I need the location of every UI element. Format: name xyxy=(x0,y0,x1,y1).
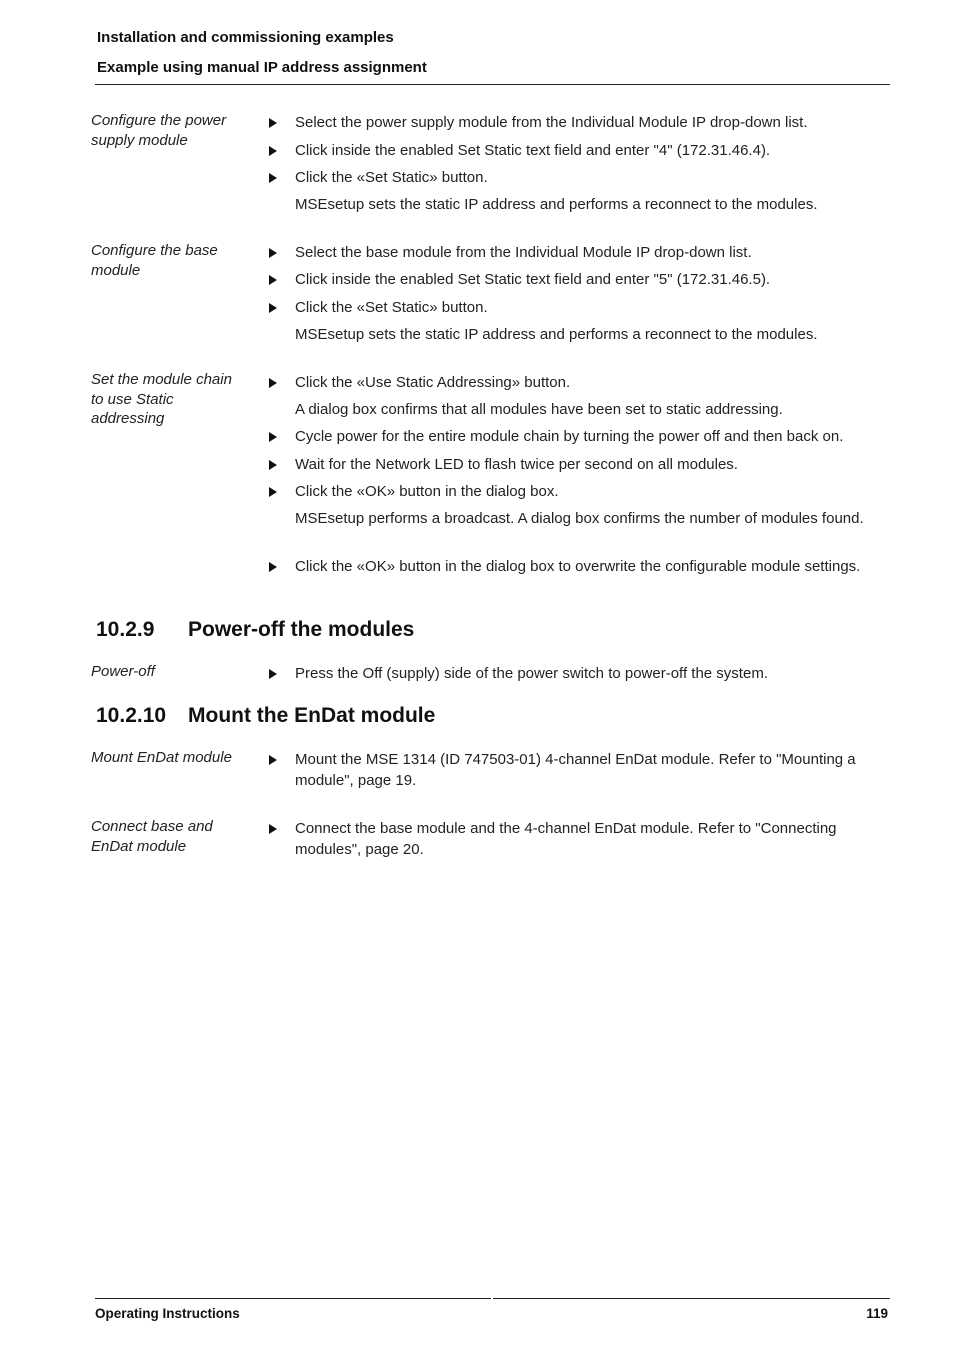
step-text: Click the «OK» button in the dialog box to overwrite the configurable module settings. xyxy=(295,558,861,575)
step-text: Press the Off (supply) side of the power switch to power-off the system. xyxy=(295,665,768,682)
step-result-text: MSEsetup performs a broadcast. A dialog box confirms the number of modules found. xyxy=(295,510,864,527)
footer-document-title: Operating Instructions xyxy=(95,1306,240,1321)
step-result-text: MSEsetup sets the static IP address and performs a reconnect to the modules. xyxy=(295,326,818,343)
bullet-triangle-icon xyxy=(269,824,277,834)
bullet-triangle-icon xyxy=(269,755,277,765)
bullet-triangle-icon xyxy=(269,275,277,285)
section-number: 10.2.9 xyxy=(96,618,155,641)
step-result-text: MSEsetup sets the static IP address and performs a reconnect to the modules. xyxy=(295,196,818,213)
bullet-triangle-icon xyxy=(269,248,277,258)
section-number: 10.2.10 xyxy=(96,704,167,727)
step-text: Wait for the Network LED to flash twice per second on all modules. xyxy=(295,456,738,473)
bullet-triangle-icon xyxy=(269,562,277,572)
step-text: Click inside the enabled Set Static text field and enter "5" (172.31.46.5). xyxy=(295,271,771,288)
step-text: Click inside the enabled Set Static text field and enter "4" (172.31.46.4). xyxy=(295,142,771,159)
margin-note-power-supply: Configure the power supply module xyxy=(91,112,227,149)
step-text: Mount the MSE 1314 (ID 747503-01) 4-channel EnDat module. Refer to "Mounting a module", page 19. xyxy=(295,751,856,789)
bullet-triangle-icon xyxy=(269,432,277,442)
step-text: Click the «Set Static» button. xyxy=(295,169,488,186)
running-header-chapter: Installation and commissioning examples xyxy=(97,29,394,46)
step-text: Cycle power for the entire module chain by turning the power off and then back on. xyxy=(295,428,844,445)
footer-divider xyxy=(493,1298,890,1299)
bullet-triangle-icon xyxy=(269,669,277,679)
margin-note-base-module: Configure the base module xyxy=(91,242,218,279)
header-divider xyxy=(95,84,890,85)
running-header-section: Example using manual IP address assignment xyxy=(97,59,427,76)
step-text: Connect the base module and the 4-channel EnDat module. Refer to "Connecting modules", page 20. xyxy=(295,820,837,858)
margin-note-connect-endat: Connect base and EnDat module xyxy=(91,818,213,855)
bullet-triangle-icon xyxy=(269,146,277,156)
margin-note-static-addressing: Set the module chain to use Static addressing xyxy=(91,371,232,427)
bullet-triangle-icon xyxy=(269,378,277,388)
section-title: Mount the EnDat module xyxy=(188,704,436,727)
page-number: 119 xyxy=(866,1306,888,1321)
bullet-triangle-icon xyxy=(269,303,277,313)
step-text: Select the base module from the Individual Module IP drop-down list. xyxy=(295,244,752,261)
step-text: Click the «Set Static» button. xyxy=(295,299,488,316)
step-result-text: A dialog box confirms that all modules have been set to static addressing. xyxy=(295,401,783,418)
step-text: Click the «Use Static Addressing» button. xyxy=(295,374,571,391)
bullet-triangle-icon xyxy=(269,173,277,183)
section-title: Power-off the modules xyxy=(188,618,415,641)
bullet-triangle-icon xyxy=(269,487,277,497)
margin-note-power-off: Power-off xyxy=(91,663,155,680)
step-text: Click the «OK» button in the dialog box. xyxy=(295,483,559,500)
footer-divider xyxy=(95,1298,491,1299)
step-text: Select the power supply module from the Individual Module IP drop-down list. xyxy=(295,114,808,131)
bullet-triangle-icon xyxy=(269,118,277,128)
bullet-triangle-icon xyxy=(269,460,277,470)
margin-note-mount-endat: Mount EnDat module xyxy=(91,749,232,766)
